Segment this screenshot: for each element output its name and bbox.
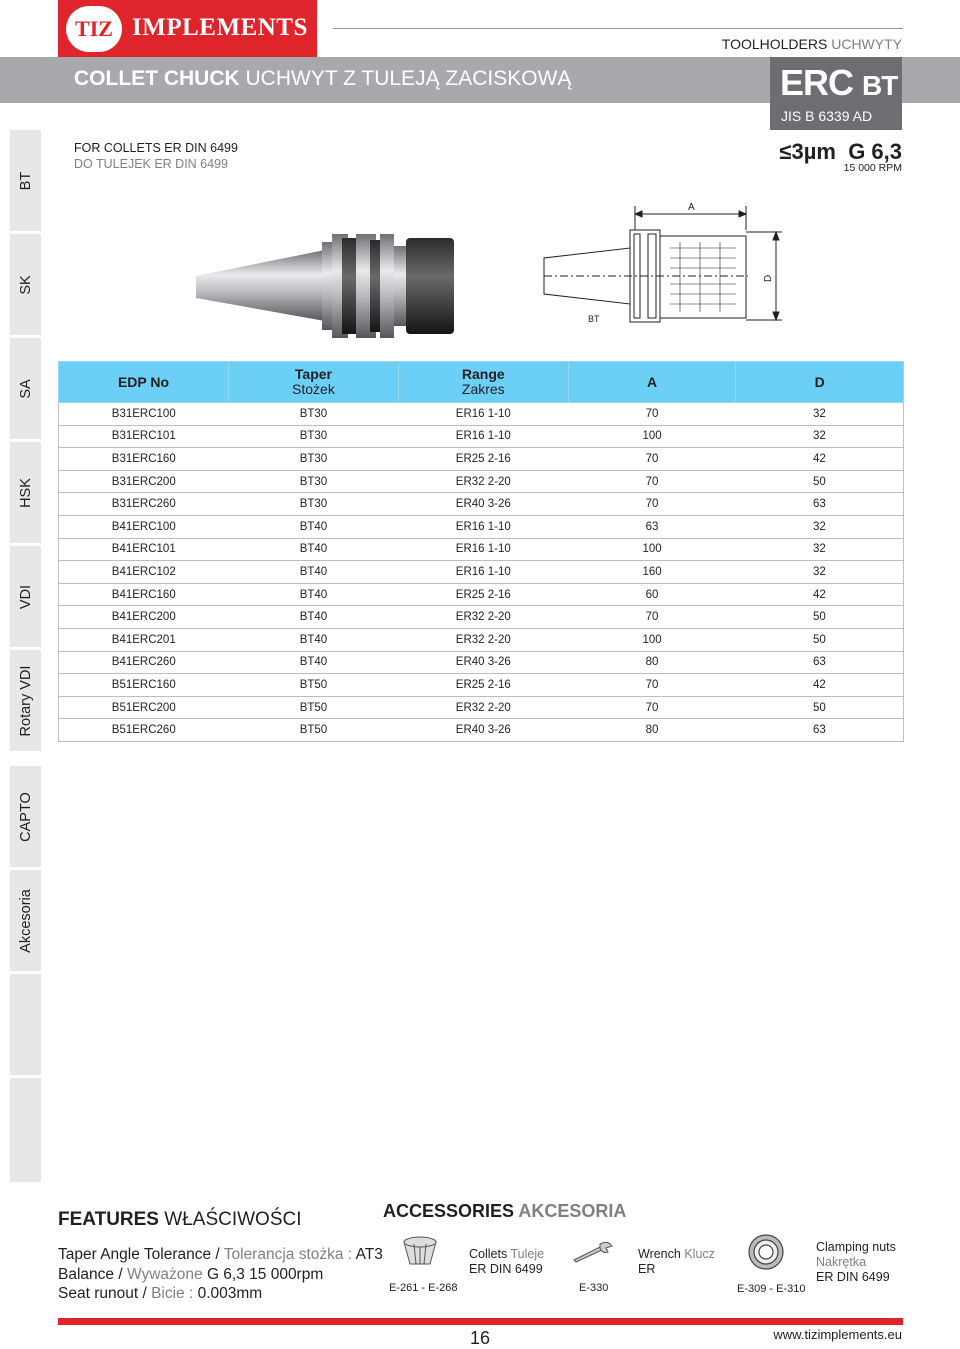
header-rule <box>333 28 903 29</box>
cell-a: 100 <box>568 628 736 651</box>
cell-a: 70 <box>568 674 736 697</box>
cell-a: 60 <box>568 583 736 606</box>
cell-taper: BT40 <box>229 515 399 538</box>
cell-range: ER32 2-20 <box>398 696 568 719</box>
table-row <box>59 515 904 538</box>
cell-range: ER16 1-10 <box>398 515 568 538</box>
table-row <box>59 651 904 674</box>
cell-range: ER16 1-10 <box>398 538 568 561</box>
feature-balance: Balance / Wyważone G 6,3 15 000rpm <box>58 1265 324 1283</box>
title-en: COLLET CHUCK <box>74 67 240 90</box>
cell-a: 100 <box>568 538 736 561</box>
cell-d: 63 <box>736 719 904 742</box>
cell-range: ER40 3-26 <box>398 719 568 742</box>
col-range: Range Zakres <box>398 362 568 403</box>
accessories-title: ACCESSORIES AKCESORIA <box>383 1201 627 1221</box>
cell-edp: B31ERC100 <box>59 403 229 426</box>
features-list <box>58 1245 383 1304</box>
cell-range: ER25 2-16 <box>398 674 568 697</box>
cell-edp: B41ERC101 <box>59 538 229 561</box>
wrench-label: Wrench Klucz ER <box>638 1247 715 1276</box>
cell-range: ER32 2-20 <box>398 470 568 493</box>
cell-a: 70 <box>568 606 736 629</box>
side-tab-rotary-vdi[interactable]: Rotary VDI <box>10 650 41 751</box>
collets-note-en: FOR COLLETS ER DIN 6499 <box>74 141 238 155</box>
side-tab-blank-2 <box>10 1078 41 1182</box>
cell-a: 100 <box>568 425 736 448</box>
footer-bar <box>58 1318 903 1325</box>
collet-icon <box>400 1234 440 1270</box>
cell-a: 70 <box>568 493 736 516</box>
side-tab-capto[interactable]: CAPTO <box>10 766 41 867</box>
cell-a: 70 <box>568 696 736 719</box>
table-row <box>59 628 904 651</box>
cell-d: 42 <box>736 448 904 471</box>
cell-taper: BT50 <box>229 674 399 697</box>
side-tab-blank-1 <box>10 974 41 1075</box>
table-header-row <box>59 362 904 403</box>
cell-a: 80 <box>568 651 736 674</box>
cell-range: ER32 2-20 <box>398 606 568 629</box>
cell-d: 42 <box>736 583 904 606</box>
features-title: FEATURES WŁAŚCIWOŚCI <box>58 1209 302 1230</box>
cell-d: 32 <box>736 515 904 538</box>
table-row <box>59 493 904 516</box>
cell-taper: BT40 <box>229 628 399 651</box>
max-rpm: 15 000 RPM <box>843 162 902 174</box>
collets-note <box>74 140 238 172</box>
clamping-nut-icon <box>746 1232 786 1272</box>
cell-d: 32 <box>736 403 904 426</box>
cell-edp: B41ERC100 <box>59 515 229 538</box>
cell-edp: B41ERC200 <box>59 606 229 629</box>
cell-a: 63 <box>568 515 736 538</box>
logo-icon: TIZ <box>66 6 122 52</box>
collets-label: Collets Tuleje ER DIN 6499 <box>469 1247 545 1276</box>
col-d: D <box>736 362 904 403</box>
side-tab-hsk[interactable]: HSK <box>10 442 41 543</box>
cell-a: 160 <box>568 561 736 584</box>
cell-edp: B41ERC201 <box>59 628 229 651</box>
table-row <box>59 696 904 719</box>
feature-seat-runout: Seat runout / Bicie : 0.003mm <box>58 1285 263 1302</box>
side-tab-vdi[interactable]: VDI <box>10 546 41 647</box>
cell-d: 32 <box>736 425 904 448</box>
page-number: 16 <box>470 1328 491 1348</box>
cell-d: 50 <box>736 606 904 629</box>
spec-table <box>58 361 904 742</box>
cell-a: 70 <box>568 403 736 426</box>
cell-taper: BT50 <box>229 719 399 742</box>
side-tab-sa[interactable]: SA <box>10 338 41 439</box>
product-photo <box>190 226 460 346</box>
table-row <box>59 674 904 697</box>
cell-edp: B41ERC102 <box>59 561 229 584</box>
product-standard: JIS B 6339 AD <box>781 108 873 124</box>
cell-range: ER40 3-26 <box>398 493 568 516</box>
cell-d: 63 <box>736 651 904 674</box>
cell-range: ER40 3-26 <box>398 651 568 674</box>
table-row <box>59 448 904 471</box>
cell-taper: BT40 <box>229 606 399 629</box>
title-band-left <box>0 57 58 103</box>
category-en: TOOLHOLDERS <box>721 36 828 52</box>
cell-edp: B41ERC160 <box>59 583 229 606</box>
cell-d: 42 <box>736 674 904 697</box>
table-row <box>59 470 904 493</box>
cell-edp: B31ERC160 <box>59 448 229 471</box>
wrench-code: E-330 <box>579 1282 609 1294</box>
side-tab-akcesoria[interactable]: Akcesoria <box>10 870 41 971</box>
runout-balance: ≤3µm G 6,3 <box>779 139 902 164</box>
logo-text: IMPLEMENTS <box>132 14 308 41</box>
collets-note-pl: DO TULEJEK ER DIN 6499 <box>74 157 228 171</box>
cell-taper: BT30 <box>229 403 399 426</box>
table-row <box>59 561 904 584</box>
section-category <box>722 36 902 52</box>
nuts-code: E-309 - E-310 <box>737 1283 806 1295</box>
cell-range: ER25 2-16 <box>398 583 568 606</box>
table-row <box>59 425 904 448</box>
wrench-icon <box>572 1240 614 1264</box>
drawing-bt-label: BT <box>588 314 600 324</box>
col-taper: Taper Stożek <box>229 362 399 403</box>
cell-taper: BT50 <box>229 696 399 719</box>
cell-range: ER16 1-10 <box>398 403 568 426</box>
cell-a: 70 <box>568 470 736 493</box>
cell-taper: BT40 <box>229 538 399 561</box>
table-row <box>59 606 904 629</box>
cell-range: ER16 1-10 <box>398 425 568 448</box>
cell-d: 50 <box>736 470 904 493</box>
side-tab-bt[interactable]: BT <box>10 130 41 231</box>
cell-taper: BT40 <box>229 561 399 584</box>
table-row <box>59 538 904 561</box>
cell-range: ER25 2-16 <box>398 448 568 471</box>
table-row <box>59 719 904 742</box>
cell-d: 63 <box>736 493 904 516</box>
cell-taper: BT30 <box>229 493 399 516</box>
feature-taper-tolerance: Taper Angle Tolerance / Tolerancja stożka : AT3 <box>58 1246 383 1263</box>
dimension-d-label: D <box>763 274 774 282</box>
category-pl: UCHWYTY <box>831 36 902 52</box>
cell-d: 32 <box>736 561 904 584</box>
cell-d: 50 <box>736 696 904 719</box>
cell-edp: B51ERC160 <box>59 674 229 697</box>
cell-edp: B51ERC200 <box>59 696 229 719</box>
cell-taper: BT40 <box>229 651 399 674</box>
cell-edp: B31ERC101 <box>59 425 229 448</box>
title-pl: UCHWYT Z TULEJĄ ZACISKOWĄ <box>245 67 572 90</box>
side-tab-sk[interactable]: SK <box>10 234 41 335</box>
col-edp: EDP No <box>59 362 229 403</box>
cell-taper: BT30 <box>229 425 399 448</box>
cell-edp: B51ERC260 <box>59 719 229 742</box>
page-title <box>74 67 571 91</box>
cell-edp: B31ERC200 <box>59 470 229 493</box>
table-row <box>59 583 904 606</box>
cell-a: 70 <box>568 448 736 471</box>
col-a: A <box>568 362 736 403</box>
table-row <box>59 403 904 426</box>
nuts-label: Clamping nuts Nakrętka ER DIN 6499 <box>816 1240 896 1284</box>
product-code: ERC BT <box>780 62 898 103</box>
cell-taper: BT30 <box>229 470 399 493</box>
cell-a: 80 <box>568 719 736 742</box>
cell-d: 32 <box>736 538 904 561</box>
cell-taper: BT40 <box>229 583 399 606</box>
dimension-a-label: A <box>688 202 695 213</box>
website-link[interactable]: www.tizimplements.eu <box>773 1327 902 1342</box>
cell-edp: B31ERC260 <box>59 493 229 516</box>
cell-range: ER16 1-10 <box>398 561 568 584</box>
collets-code: E-261 - E-268 <box>389 1282 458 1294</box>
technical-drawing <box>530 200 800 330</box>
cell-edp: B41ERC260 <box>59 651 229 674</box>
cell-range: ER32 2-20 <box>398 628 568 651</box>
cell-taper: BT30 <box>229 448 399 471</box>
cell-d: 50 <box>736 628 904 651</box>
